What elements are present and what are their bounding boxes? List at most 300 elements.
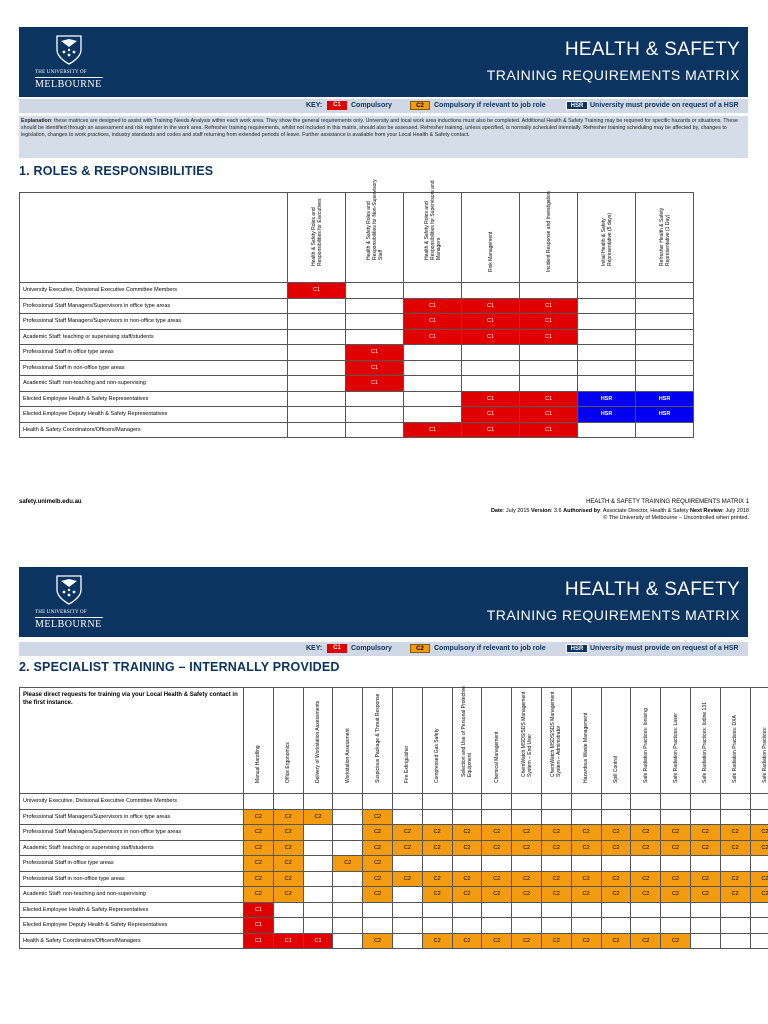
row-role-label: Health & Safety Coordinators/Officers/Managers — [20, 933, 244, 949]
column-header-label: Initial Health & Safety Representative (5 days) — [600, 212, 613, 266]
column-header-label: Selection and Use of Personal Protective Equipment — [460, 686, 473, 777]
footer-site[interactable]: safety.unimelb.edu.au — [19, 499, 82, 505]
requirement-cell-hsr: HSR — [578, 407, 636, 423]
empty-cell — [273, 918, 303, 934]
empty-cell — [333, 825, 363, 841]
requirement-cell-c1: C1 — [520, 407, 578, 423]
empty-cell — [392, 902, 422, 918]
empty-cell — [392, 887, 422, 903]
empty-cell — [601, 918, 631, 934]
explanation-label: Explanation — [21, 118, 52, 124]
specialist-matrix — [19, 687, 768, 949]
row-role-label: Elected Employee Deputy Health & Safety Representatives — [20, 407, 288, 423]
empty-cell — [303, 840, 333, 856]
requirement-cell-c2: C2 — [363, 856, 393, 872]
authorised-label: Authorised by — [563, 508, 601, 514]
empty-cell — [452, 794, 482, 810]
empty-cell — [363, 902, 393, 918]
row-role-label: Professional Staff in non-office type areas — [20, 360, 288, 376]
row-role-label: Professional Staff in non-office type areas — [20, 871, 244, 887]
empty-cell — [392, 809, 422, 825]
empty-cell — [631, 856, 661, 872]
university-logo-2 — [35, 575, 103, 631]
empty-cell — [571, 902, 601, 918]
empty-cell — [333, 902, 363, 918]
empty-cell — [392, 918, 422, 934]
requirement-cell-c2: C2 — [244, 809, 274, 825]
empty-cell — [333, 918, 363, 934]
requirement-cell-c2: C2 — [273, 871, 303, 887]
training-request-note: Please direct requests for training via your Local Health & Safety contact in the first instance. — [23, 692, 238, 706]
footer-page-title: HEALTH & SAFETY TRAINING REQUIREMENTS MATRIX 1 — [586, 499, 749, 505]
empty-cell — [512, 794, 542, 810]
requirement-cell-c2: C2 — [541, 840, 571, 856]
empty-cell — [422, 794, 452, 810]
empty-cell — [690, 933, 720, 949]
requirement-cell-c1: C1 — [404, 422, 462, 438]
requirement-cell-c2: C2 — [571, 933, 601, 949]
column-header-label: Incident Response and Investigation — [545, 191, 552, 272]
table-row — [20, 871, 768, 887]
requirement-cell-c2: C2 — [571, 825, 601, 841]
empty-cell — [392, 933, 422, 949]
empty-cell — [512, 902, 542, 918]
row-role-label: Academic Staff: non-teaching and non-supervising — [20, 376, 288, 392]
column-header-workstation-assessment — [333, 688, 363, 794]
requirement-cell-c2: C2 — [601, 871, 631, 887]
column-header-delivery-of-workstation-assessments — [303, 688, 333, 794]
empty-cell — [303, 825, 333, 841]
empty-cell — [303, 856, 333, 872]
requirement-cell-hsr: HSR — [636, 391, 694, 407]
requirement-cell-c2: C2 — [482, 825, 512, 841]
key-c2-text: Compulsory if relevant to job role — [434, 102, 546, 109]
requirement-cell-c2: C2 — [482, 933, 512, 949]
authorised-value: : Associate Director, Health & Safety — [600, 508, 689, 514]
column-header-safe-radiation-practices-iodine-131 — [690, 688, 720, 794]
empty-cell — [601, 809, 631, 825]
requirement-cell-c2: C2 — [422, 933, 452, 949]
column-header-office-ergonomics — [273, 688, 303, 794]
requirement-cell-c2: C2 — [690, 871, 720, 887]
requirement-cell-c2: C2 — [273, 856, 303, 872]
requirement-cell-c2: C2 — [363, 825, 393, 841]
key-c2-text: Compulsory if relevant to job role — [434, 645, 546, 652]
row-role-label: Academic Staff: teaching or supervising staff/students — [20, 840, 244, 856]
requirement-cell-c2: C2 — [631, 933, 661, 949]
table-row — [20, 918, 768, 934]
empty-cell — [661, 809, 691, 825]
requirement-cell-c2: C2 — [363, 840, 393, 856]
requirement-cell-c2: C2 — [661, 887, 691, 903]
copyright: © The University of Melbourne – Uncontrolled when printed. — [603, 515, 749, 521]
requirement-cell-c2: C2 — [363, 933, 393, 949]
empty-cell — [452, 902, 482, 918]
logo-melbourne: MELBOURNE — [35, 619, 102, 630]
row-role-label: Professional Staff Managers/Supervisors in office type areas — [20, 298, 288, 314]
requirement-cell-c2: C2 — [422, 840, 452, 856]
empty-cell — [661, 902, 691, 918]
requirement-cell-c2: C2 — [244, 871, 274, 887]
empty-cell — [661, 856, 691, 872]
row-role-label: Academic Staff: teaching or supervising staff/students — [20, 329, 288, 345]
table-row — [20, 825, 768, 841]
column-header-label: Safe Radiation Practices: Laser — [672, 712, 679, 783]
row-role-label: Professional Staff Managers/Supervisors in office type areas — [20, 809, 244, 825]
empty-cell — [273, 902, 303, 918]
requirement-cell-c2: C2 — [512, 871, 542, 887]
empty-cell — [452, 809, 482, 825]
column-header-label: Safe Radiation Practices: Iodine 131 — [702, 702, 709, 783]
requirement-cell-c2: C2 — [720, 887, 750, 903]
table-row — [20, 809, 768, 825]
empty-cell — [750, 794, 768, 810]
row-role-label: Professional Staff Managers/Supervisors in non-office type areas — [20, 314, 288, 330]
requirement-cell-c2: C2 — [422, 887, 452, 903]
requirement-cell-c1: C1 — [404, 298, 462, 314]
requirement-cell-c1: C1 — [288, 283, 346, 299]
table-row — [20, 887, 768, 903]
empty-cell — [690, 902, 720, 918]
requirement-cell-c2: C2 — [601, 825, 631, 841]
key-hsr-swatch: HSR — [566, 101, 588, 110]
empty-cell — [512, 809, 542, 825]
row-role-label: Health & Safety Coordinators/Officers/Managers — [20, 422, 288, 438]
requirement-cell-c2: C2 — [571, 887, 601, 903]
section1-heading: 1. ROLES & RESPONSIBILITIES — [19, 164, 214, 178]
requirement-cell-c2: C2 — [512, 887, 542, 903]
requirement-cell-c2: C2 — [750, 887, 768, 903]
requirement-cell-c2: C2 — [750, 840, 768, 856]
empty-cell — [631, 918, 661, 934]
requirement-cell-c2: C2 — [363, 871, 393, 887]
requirement-cell-c1: C1 — [244, 902, 274, 918]
version-value: : 3.6 — [550, 508, 562, 514]
corner-cell — [20, 688, 244, 794]
requirement-cell-c2: C2 — [720, 871, 750, 887]
empty-cell — [303, 902, 333, 918]
empty-cell — [631, 809, 661, 825]
table-row — [20, 794, 768, 810]
column-header-label: Spill Control — [612, 756, 619, 783]
date-label: Date — [490, 508, 503, 514]
requirement-cell-c1: C1 — [462, 298, 520, 314]
requirement-cell-c2: C2 — [333, 856, 363, 872]
empty-cell — [303, 871, 333, 887]
empty-cell — [422, 918, 452, 934]
section2-heading: 2. SPECIALIST TRAINING – INTERNALLY PROVIDED — [19, 660, 340, 674]
empty-cell — [720, 933, 750, 949]
row-role-label: Academic Staff: non-teaching and non-supervising — [20, 887, 244, 903]
empty-cell — [482, 902, 512, 918]
logo-university-of: THE UNIVERSITY OF — [35, 610, 87, 615]
row-role-label: Elected Employee Deputy Health & Safety Representatives — [20, 918, 244, 934]
requirement-cell-c2: C2 — [273, 809, 303, 825]
requirement-cell-c1: C1 — [404, 314, 462, 330]
logo-melbourne: MELBOURNE — [35, 79, 102, 90]
requirement-cell-c2: C2 — [273, 840, 303, 856]
empty-cell — [571, 856, 601, 872]
requirement-cell-c2: C2 — [571, 871, 601, 887]
row-role-label: Elected Employee Health & Safety Representatives — [20, 902, 244, 918]
header-banner-2 — [19, 567, 748, 637]
row-role-label: Professional Staff in office type areas — [20, 345, 288, 361]
requirement-cell-c2: C2 — [541, 871, 571, 887]
header-row — [20, 688, 768, 794]
empty-cell — [541, 902, 571, 918]
banner-subtitle: TRAINING REQUIREMENTS MATRIX — [486, 67, 740, 83]
requirement-cell-c2: C2 — [392, 825, 422, 841]
empty-cell — [571, 918, 601, 934]
column-header-label: Workstation Assessment — [344, 728, 351, 783]
review-label: Next Review — [689, 508, 723, 514]
requirement-cell-c2: C2 — [482, 887, 512, 903]
empty-cell — [512, 856, 542, 872]
row-role-label: Professional Staff Managers/Supervisors in non-office type areas — [20, 825, 244, 841]
column-header-spill-control — [601, 688, 631, 794]
requirement-cell-c2: C2 — [631, 840, 661, 856]
empty-cell — [720, 794, 750, 810]
column-header-fire-extinguisher — [392, 688, 422, 794]
empty-cell — [720, 902, 750, 918]
empty-cell — [541, 918, 571, 934]
requirement-cell-c2: C2 — [750, 871, 768, 887]
column-header-manual-handling — [244, 688, 274, 794]
empty-cell — [333, 887, 363, 903]
requirement-cell-c2: C2 — [452, 887, 482, 903]
requirement-cell-c2: C2 — [541, 825, 571, 841]
empty-cell — [601, 902, 631, 918]
requirement-cell-c2: C2 — [661, 933, 691, 949]
version-label: Version — [531, 508, 551, 514]
row-role-label: University Executive, Divisional Executive Committee Members — [20, 794, 244, 810]
requirement-cell-c1: C1 — [303, 933, 333, 949]
requirement-cell-c1: C1 — [346, 360, 404, 376]
requirement-cell-c1: C1 — [520, 329, 578, 345]
requirement-cell-c2: C2 — [601, 840, 631, 856]
key-c1-text: Compulsory — [351, 645, 392, 652]
requirement-cell-c2: C2 — [631, 871, 661, 887]
column-header-label: ChemWatch MSDS/SDS Management System – End User — [520, 691, 533, 777]
empty-cell — [333, 871, 363, 887]
explanation-text: : these matrices are designed to assist with Training Needs Analysis within each work area. They show the general requirements only. University and local work area inductions must also be completed. Additional Health & Safety Training may be required for specific hazards or situations. These should be identified through an assessment and risk register in the work area. Refresher training requirements, whilst not included in this matrix, should also be assessed. Refresher training, unless specified, is normally scheduled triennially. Refresher training scheduling may be affected by, changes to legislation, changes to work practices, industry standards and codes and staff returning from extended periods of leave. Further assistance is available from your Local Health & Safety contact. — [21, 118, 738, 139]
empty-cell — [631, 794, 661, 810]
table-row — [20, 902, 768, 918]
column-header-label: Safe Radiation Practices: — [761, 726, 768, 783]
column-header-safe-radiation-practices-laser — [661, 688, 691, 794]
column-header-safe-radiation-practices — [750, 688, 768, 794]
empty-cell — [601, 856, 631, 872]
key-hsr-text: University must provide on request of a HSR — [590, 102, 739, 109]
requirement-cell-c2: C2 — [690, 887, 720, 903]
requirement-cell-c2: C2 — [661, 825, 691, 841]
column-header-selection-and-use-of-personal-protective — [452, 688, 482, 794]
banner-title: HEALTH & SAFETY — [564, 579, 740, 600]
key-bar-2 — [19, 642, 748, 656]
requirement-cell-c2: C2 — [303, 809, 333, 825]
empty-cell — [482, 794, 512, 810]
requirement-cell-c2: C2 — [452, 933, 482, 949]
column-header-label: Compressed Gas Safety — [434, 728, 441, 783]
column-header-safe-radiation-practices-ionising — [631, 688, 661, 794]
review-value: : July 2018 — [722, 508, 749, 514]
empty-cell — [541, 794, 571, 810]
key-c1-swatch: C1 — [327, 101, 347, 110]
requirement-cell-c1: C1 — [462, 422, 520, 438]
requirement-cell-c2: C2 — [571, 840, 601, 856]
empty-cell — [690, 794, 720, 810]
empty-cell — [303, 794, 333, 810]
requirement-cell-c2: C2 — [631, 887, 661, 903]
empty-cell — [571, 794, 601, 810]
requirement-cell-c1: C1 — [462, 407, 520, 423]
empty-cell — [750, 809, 768, 825]
column-header-hazardous-waste-management — [571, 688, 601, 794]
requirement-cell-c2: C2 — [482, 840, 512, 856]
empty-cell — [333, 794, 363, 810]
row-role-label: Professional Staff in office type areas — [20, 856, 244, 872]
requirement-cell-c2: C2 — [452, 825, 482, 841]
column-header-chemwatch-msds-sds-management-system-end — [512, 688, 542, 794]
requirement-cell-c2: C2 — [512, 840, 542, 856]
empty-cell — [541, 809, 571, 825]
banner-subtitle: TRAINING REQUIREMENTS MATRIX — [486, 607, 740, 623]
column-header-label: Health & Safety Roles and Responsibilities for Supervisors and Managers — [423, 180, 442, 260]
date-value: : July 2015 — [502, 508, 530, 514]
requirement-cell-c2: C2 — [244, 856, 274, 872]
empty-cell — [303, 918, 333, 934]
empty-cell — [720, 856, 750, 872]
requirement-cell-c1: C1 — [462, 314, 520, 330]
requirement-cell-c1: C1 — [520, 391, 578, 407]
column-header-label: Safe Radiation Practices: Ionising — [642, 708, 649, 783]
requirement-cell-c2: C2 — [661, 871, 691, 887]
column-header-label: Risk Management — [487, 231, 494, 272]
requirement-cell-hsr: HSR — [578, 391, 636, 407]
empty-cell — [541, 856, 571, 872]
empty-cell — [482, 856, 512, 872]
column-header-label: Health & Safety Roles and Responsibilities for Executives — [310, 198, 323, 266]
banner-title: HEALTH & SAFETY — [564, 39, 740, 60]
empty-cell — [750, 902, 768, 918]
requirement-cell-c1: C1 — [462, 329, 520, 345]
column-header-label: Hazardous Waste Management — [583, 712, 590, 783]
requirement-cell-c2: C2 — [452, 871, 482, 887]
column-header-label: Office Ergonomics — [285, 742, 292, 783]
empty-cell — [512, 918, 542, 934]
empty-cell — [750, 856, 768, 872]
requirement-cell-c2: C2 — [631, 825, 661, 841]
empty-cell — [720, 918, 750, 934]
empty-cell — [422, 809, 452, 825]
column-header-suspicious-package-threat-response — [363, 688, 393, 794]
requirement-cell-c1: C1 — [273, 933, 303, 949]
empty-cell — [422, 856, 452, 872]
empty-cell — [422, 902, 452, 918]
key-label: KEY: — [306, 102, 323, 109]
requirement-cell-c1: C1 — [404, 329, 462, 345]
empty-cell — [273, 794, 303, 810]
key-c1-text: Compulsory — [351, 102, 392, 109]
requirement-cell-c1: C1 — [520, 298, 578, 314]
empty-cell — [571, 809, 601, 825]
requirement-cell-c1: C1 — [462, 391, 520, 407]
column-header-label: Fire Extinguisher — [404, 745, 411, 783]
column-header-chemwatch-msds-sds-management-system-adm — [541, 688, 571, 794]
empty-cell — [690, 809, 720, 825]
requirement-cell-c2: C2 — [244, 840, 274, 856]
requirement-cell-c1: C1 — [244, 933, 274, 949]
requirement-cell-c2: C2 — [720, 825, 750, 841]
empty-cell — [750, 918, 768, 934]
requirement-cell-hsr: HSR — [636, 407, 694, 423]
empty-cell — [452, 918, 482, 934]
requirement-cell-c2: C2 — [512, 825, 542, 841]
table-row — [20, 856, 768, 872]
column-header-label: Suspicious Package & Threat Response — [374, 693, 381, 783]
requirement-cell-c2: C2 — [690, 825, 720, 841]
requirement-cell-c2: C2 — [392, 840, 422, 856]
requirement-cell-c2: C2 — [273, 825, 303, 841]
row-role-label: Elected Employee Health & Safety Representatives — [20, 391, 288, 407]
key-hsr-text: University must provide on request of a HSR — [590, 645, 739, 652]
requirement-cell-c2: C2 — [452, 840, 482, 856]
row-role-label: University Executive, Divisional Executive Committee Members — [20, 283, 288, 299]
requirement-cell-c2: C2 — [363, 809, 393, 825]
empty-cell — [333, 933, 363, 949]
requirement-cell-c2: C2 — [512, 933, 542, 949]
column-header-safe-radiation-practices-dxa — [720, 688, 750, 794]
requirement-cell-c2: C2 — [750, 825, 768, 841]
empty-cell — [482, 918, 512, 934]
empty-cell — [601, 794, 631, 810]
empty-cell — [661, 794, 691, 810]
requirement-cell-c2: C2 — [541, 933, 571, 949]
empty-cell — [363, 918, 393, 934]
empty-cell — [333, 809, 363, 825]
column-header-label: Health & Safety Roles and Responsibilities for Non-Supervisory Staff — [365, 179, 384, 260]
requirement-cell-c2: C2 — [363, 887, 393, 903]
key-c1-swatch: C1 — [327, 644, 347, 653]
requirement-cell-c2: C2 — [273, 887, 303, 903]
requirement-cell-c2: C2 — [244, 825, 274, 841]
empty-cell — [720, 809, 750, 825]
column-header-label: ChemWatch MSDS/SDS Management System – Administrator — [550, 691, 563, 777]
requirement-cell-c2: C2 — [601, 887, 631, 903]
empty-cell — [363, 794, 393, 810]
column-header-label: Manual Handling — [255, 745, 262, 783]
requirement-cell-c2: C2 — [690, 840, 720, 856]
empty-cell — [303, 887, 333, 903]
column-header-compressed-gas-safety — [422, 688, 452, 794]
key-c2-swatch: C2 — [410, 101, 430, 110]
key-hsr-swatch: HSR — [566, 644, 588, 653]
empty-cell — [690, 918, 720, 934]
column-header-label: Chemical Management — [493, 731, 500, 783]
empty-cell — [482, 809, 512, 825]
empty-cell — [392, 794, 422, 810]
requirement-cell-c2: C2 — [661, 840, 691, 856]
requirement-cell-c2: C2 — [541, 887, 571, 903]
requirement-cell-c2: C2 — [422, 825, 452, 841]
requirement-cell-c1: C1 — [346, 345, 404, 361]
requirement-cell-c1: C1 — [520, 314, 578, 330]
empty-cell — [244, 794, 274, 810]
requirement-cell-c2: C2 — [244, 887, 274, 903]
requirement-cell-c1: C1 — [346, 376, 404, 392]
logo-university-of: THE UNIVERSITY OF — [35, 70, 87, 75]
empty-cell — [333, 840, 363, 856]
